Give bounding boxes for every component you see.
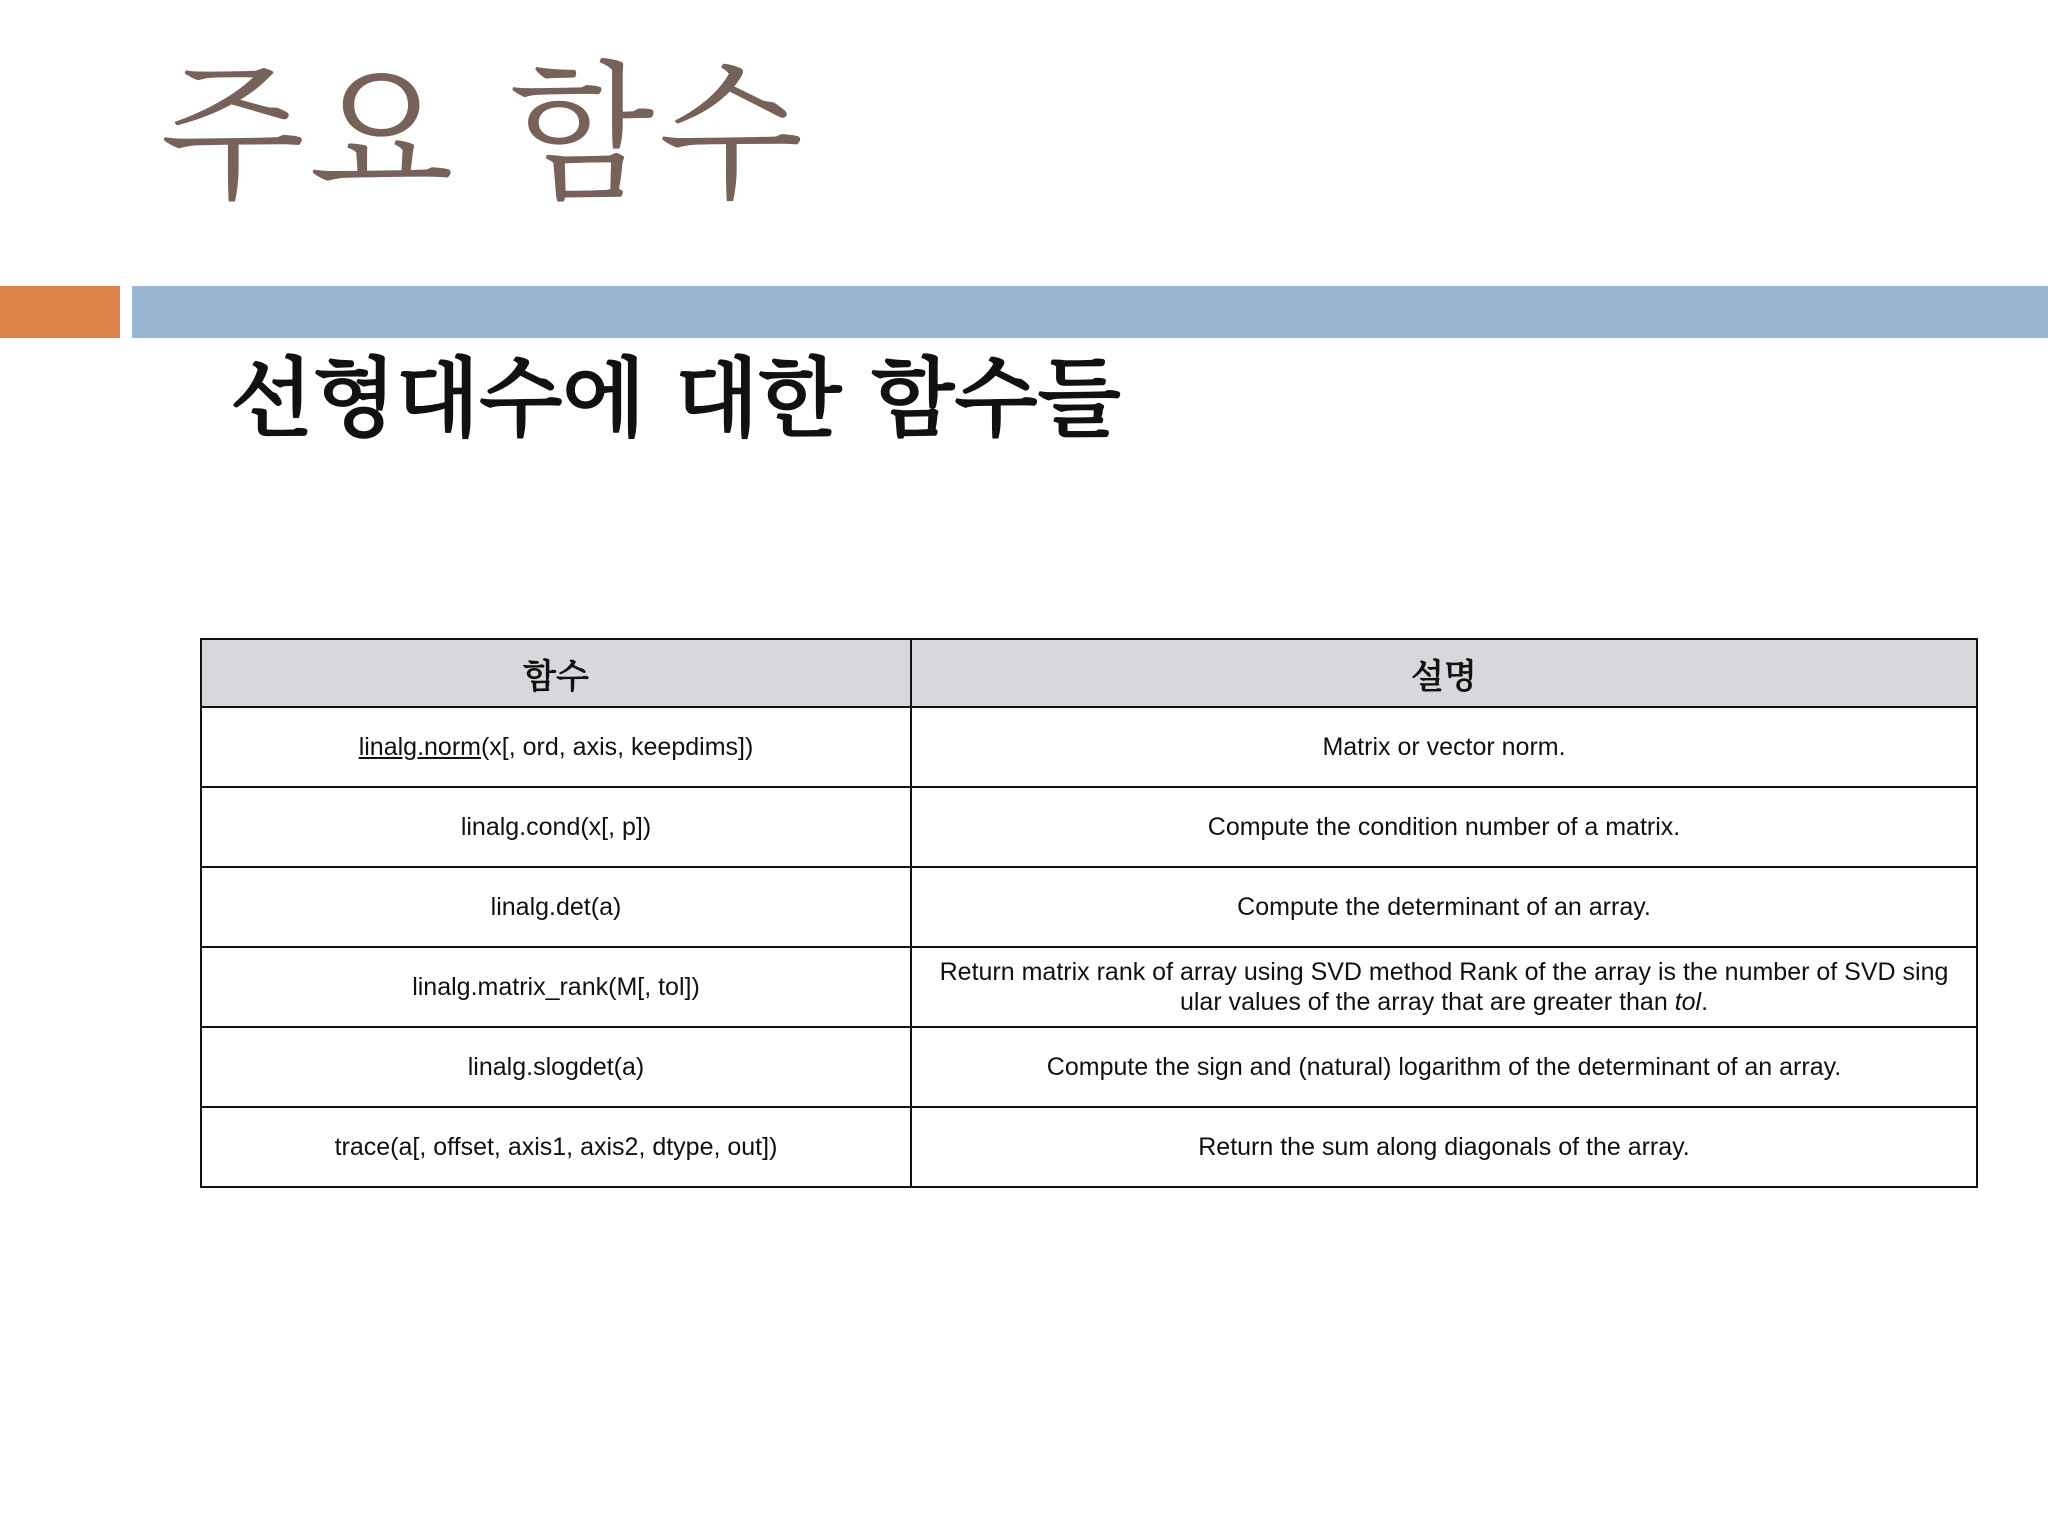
table-row xyxy=(201,947,1977,1027)
description-cell xyxy=(911,947,1977,1027)
description-cell: Matrix or vector norm. xyxy=(911,707,1977,787)
linalg-function-table xyxy=(200,638,1978,1188)
description-line-1: Return matrix rank of array using SVD method Rank of the array is the number of SVD sing xyxy=(939,957,1949,986)
accent-bar-orange xyxy=(0,286,120,338)
function-cell: trace(a[, offset, axis1, axis2, dtype, out]) xyxy=(201,1107,911,1187)
header-description: 설명 xyxy=(911,639,1977,707)
table-row xyxy=(201,1107,1977,1187)
description-tol: tol xyxy=(1674,988,1702,1016)
header-function: 함수 xyxy=(201,639,911,707)
slide-title: 주요 함수 xyxy=(160,48,808,222)
description-cell: Compute the condition number of a matrix. xyxy=(911,787,1977,867)
function-cell: linalg.slogdet(a) xyxy=(201,1027,911,1107)
table-row xyxy=(201,707,1977,787)
function-cell: linalg.matrix_rank(M[, tol]) xyxy=(201,947,911,1027)
slide-subtitle: 선형대수에 대한 함수들 xyxy=(230,349,1121,449)
accent-bar-blue xyxy=(132,286,2048,338)
linalg-norm-link[interactable]: linalg.norm xyxy=(358,732,481,761)
description-line-2: ular values of the array that are greater than xyxy=(1179,988,1675,1016)
function-cell: linalg.det(a) xyxy=(201,867,911,947)
description-cell: Compute the determinant of an array. xyxy=(911,867,1977,947)
description-cell: Compute the sign and (natural) logarithm of the determinant of an array. xyxy=(911,1027,1977,1107)
function-cell: linalg.cond(x[, p]) xyxy=(201,787,911,867)
description-cell: Return the sum along diagonals of the array. xyxy=(911,1107,1977,1187)
function-args: (x[, ord, axis, keepdims]) xyxy=(480,732,754,761)
table-row xyxy=(201,1027,1977,1107)
description-end: . xyxy=(1701,988,1709,1016)
table-header-row xyxy=(201,639,1977,707)
function-cell xyxy=(201,707,911,787)
table-row xyxy=(201,867,1977,947)
table-row xyxy=(201,787,1977,867)
